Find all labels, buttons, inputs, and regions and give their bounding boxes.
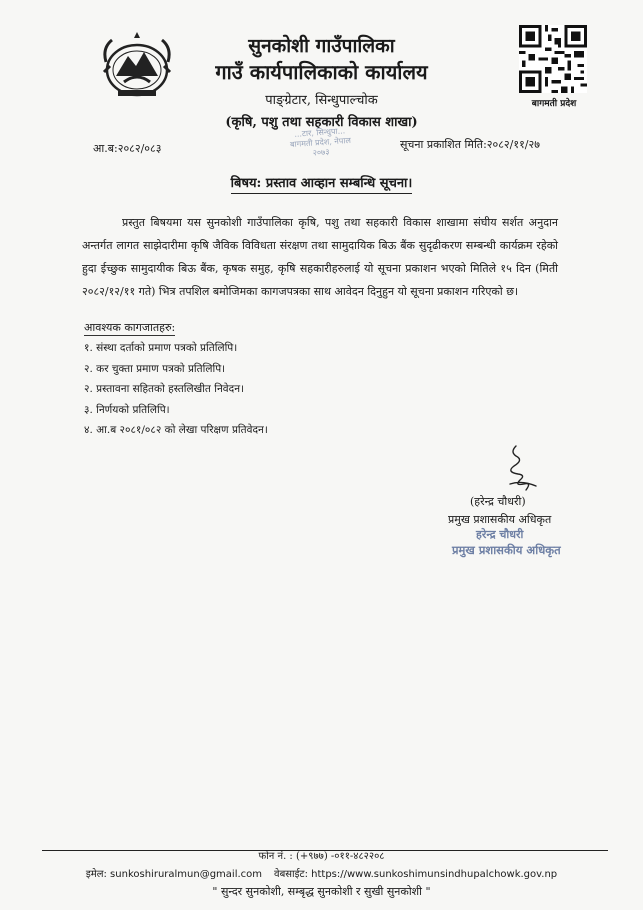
stamp-line: बागमती प्रदेश, नेपाल bbox=[289, 135, 352, 150]
reference-number: आ.ब:२०८२/०८३ bbox=[93, 142, 162, 155]
footer-email: इमेल: sunkoshiruralmun@gmail.com bbox=[85, 869, 263, 880]
handwritten-signature-icon bbox=[496, 444, 542, 494]
footer-website: वेबसाईट: https://www.sunkoshimunsindhupalchowk.gov.np bbox=[274, 869, 558, 880]
municipality-name: सुनकोशी गाउँपालिका bbox=[248, 35, 395, 57]
signature-stamp-name: हरेन्द्र चौधरी bbox=[476, 528, 524, 541]
signatory-designation: प्रमुख प्रशासकीय अधिकृत bbox=[448, 513, 552, 526]
subject-heading bbox=[0, 173, 643, 191]
list-item: ४. आ.ब २०८१/०८२ को लेखा परिक्षण प्रतिवेदन। bbox=[84, 424, 268, 436]
office-address: पाङ्ग्रेटार, सिन्धुपाल्चोक bbox=[265, 93, 378, 108]
footer-contact bbox=[0, 866, 643, 880]
stamp-line: २०७३ bbox=[312, 147, 330, 158]
notice-body: प्रस्तुत बिषयमा यस सुनकोशी गाउँपालिका कृषि, पशु तथा सहकारी विकास शाखामा संघीय सर्शत अनुदान अन्तर्गत लागत साझेदारीमा कृषि जैविक विविधता संरक्षण तथा सामुदायिक बिऊ बैंक सुदृढीकरण सम्बन्धी कार्यक्रम रहेको हुदा ईच्छुक सामुदायीक बिऊ बैंक, कृषक समुह, कृषि सहकारीहरुलाई यो सूचना प्रकाशन भएको मितिले १५ दिन (मिती २०८२/१२/११ गते) भित्र तपशिल बमोजिमका कागजपत्रका साथ आवेदन दिनुहुन यो सूचना प्रकाशन गरिएको छ। bbox=[82, 216, 558, 298]
province-label: बागमती प्रदेश bbox=[531, 99, 577, 109]
footer-phone: फोन नं. : (+९७७) -०११-४८२२०८ bbox=[258, 851, 385, 862]
stamp-line: ...टार, सिन्धुपा... bbox=[294, 126, 346, 139]
published-date: सूचना प्रकाशित मिति:२०८२/११/२७ bbox=[400, 138, 540, 151]
subject-text: बिषय: प्रस्ताव आव्हान सम्बन्धि सूचना। bbox=[231, 176, 413, 194]
list-item: १. संस्था दर्ताको प्रमाण पत्रको प्रतिलिपि। bbox=[84, 342, 238, 354]
list-item: ३. निर्णयको प्रतिलिपि। bbox=[84, 403, 170, 416]
list-item: २. प्रस्तावना सहितको हस्तलिखीत निवेदन। bbox=[84, 383, 245, 395]
signature-stamp-designation: प्रमुख प्रशासकीय अधिकृत bbox=[452, 543, 561, 557]
list-item: २. कर चुक्ता प्रमाण पत्रको प्रतिलिपि। bbox=[84, 362, 226, 375]
signatory-name: (हरेन्द्र चौधरी) bbox=[470, 495, 526, 508]
requirements-title: आवश्यक कागजातहरु: bbox=[84, 321, 176, 334]
office-stamp bbox=[289, 126, 352, 160]
office-name: गाउँ कार्यपालिकाको कार्यालय bbox=[215, 60, 428, 84]
footer-motto: " सुन्दर सुनकोशी, सम्बृद्ध सुनकोशी र सुखी सुनकोशी " bbox=[212, 885, 431, 898]
requirements-list bbox=[84, 338, 268, 441]
branch-name: (कृषि, पशु तथा सहकारी विकास शाखा) bbox=[225, 115, 418, 130]
